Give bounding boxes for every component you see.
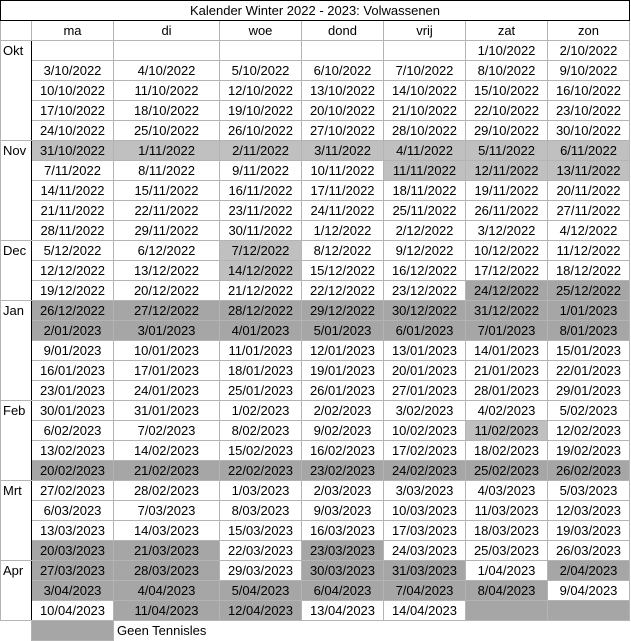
date-cell[interactable]: 18/10/2022	[114, 101, 220, 121]
date-cell[interactable]: 1/04/2023	[466, 561, 548, 581]
month-label-cell[interactable]	[1, 261, 32, 281]
date-cell[interactable]: 2/10/2022	[548, 41, 630, 61]
date-cell[interactable]: 13/12/2022	[114, 261, 220, 281]
date-cell[interactable]: 25/11/2022	[384, 201, 466, 221]
date-cell[interactable]: 13/11/2022	[548, 161, 630, 181]
month-label-cell[interactable]	[1, 61, 32, 81]
date-cell[interactable]: 20/11/2022	[548, 181, 630, 201]
date-cell[interactable]: 28/03/2023	[114, 561, 220, 581]
date-cell[interactable]: 24/10/2022	[32, 121, 114, 141]
date-cell[interactable]: 1/10/2022	[466, 41, 548, 61]
date-cell[interactable]: 4/02/2023	[466, 401, 548, 421]
date-cell[interactable]: 27/12/2022	[114, 301, 220, 321]
date-cell[interactable]: 30/10/2022	[548, 121, 630, 141]
date-cell[interactable]: 5/04/2023	[220, 581, 302, 601]
date-cell[interactable]: 8/03/2023	[220, 501, 302, 521]
date-cell[interactable]: 2/02/2023	[302, 401, 384, 421]
week-row	[1, 261, 630, 281]
date-cell[interactable]: 24/01/2023	[114, 381, 220, 401]
date-cell[interactable]: 7/01/2023	[466, 321, 548, 341]
week-row	[1, 341, 630, 361]
date-cell[interactable]: 20/02/2023	[32, 461, 114, 481]
week-row	[1, 61, 630, 81]
date-cell[interactable]: 3/02/2023	[384, 401, 466, 421]
date-cell[interactable]: 20/10/2022	[302, 101, 384, 121]
date-cell[interactable]: 19/12/2022	[32, 281, 114, 301]
week-row	[1, 601, 630, 621]
date-cell[interactable]: 28/12/2022	[220, 301, 302, 321]
date-cell[interactable]: 16/02/2023	[302, 441, 384, 461]
date-cell[interactable]: 19/02/2023	[548, 441, 630, 461]
date-cell[interactable]: 5/01/2023	[302, 321, 384, 341]
date-cell[interactable]: 13/02/2023	[32, 441, 114, 461]
date-cell[interactable]: 10/12/2022	[466, 241, 548, 261]
date-cell[interactable]: 31/10/2022	[32, 141, 114, 161]
date-cell[interactable]: 7/02/2023	[114, 421, 220, 441]
date-cell[interactable]: 27/10/2022	[302, 121, 384, 141]
date-cell[interactable]: 3/10/2022	[32, 61, 114, 81]
month-label-cell[interactable]: Feb	[1, 401, 32, 421]
week-row	[1, 421, 630, 441]
date-cell[interactable]: 17/03/2023	[384, 521, 466, 541]
weekday-header-ma[interactable]: ma	[32, 21, 114, 41]
date-cell[interactable]: 12/04/2023	[220, 601, 302, 621]
date-cell[interactable]: 6/02/2023	[32, 421, 114, 441]
date-cell[interactable]: 28/10/2022	[384, 121, 466, 141]
date-cell[interactable]: 22/10/2022	[466, 101, 548, 121]
weekday-header-vrij[interactable]: vrij	[384, 21, 466, 41]
sheet-title[interactable]: Kalender Winter 2022 - 2023: Volwassenen	[1, 1, 630, 21]
date-cell[interactable]: 1/01/2023	[548, 301, 630, 321]
date-cell[interactable]: 13/04/2023	[302, 601, 384, 621]
date-cell[interactable]: 22/11/2022	[114, 201, 220, 221]
date-cell[interactable]: 5/03/2023	[548, 481, 630, 501]
week-row	[1, 281, 630, 301]
date-cell[interactable]: 4/10/2022	[114, 61, 220, 81]
date-cell[interactable]: 3/12/2022	[466, 221, 548, 241]
date-cell[interactable]: 14/11/2022	[32, 181, 114, 201]
date-cell[interactable]: 17/12/2022	[466, 261, 548, 281]
date-cell[interactable]: 9/02/2023	[302, 421, 384, 441]
date-cell[interactable]: 9/12/2022	[384, 241, 466, 261]
date-cell[interactable]: 28/01/2023	[466, 381, 548, 401]
date-cell[interactable]: 22/12/2022	[302, 281, 384, 301]
week-row	[1, 121, 630, 141]
date-cell[interactable]: 1/03/2023	[220, 481, 302, 501]
date-cell[interactable]	[220, 41, 302, 61]
date-cell[interactable]: 10/10/2022	[32, 81, 114, 101]
weekday-header-zon[interactable]: zon	[548, 21, 630, 41]
weekday-header-woe[interactable]: woe	[220, 21, 302, 41]
date-cell[interactable]: 16/12/2022	[384, 261, 466, 281]
date-cell[interactable]: 12/01/2023	[302, 341, 384, 361]
date-cell[interactable]: 23/01/2023	[32, 381, 114, 401]
month-label-cell[interactable]: Nov	[1, 141, 32, 161]
week-row	[1, 581, 630, 601]
week-row	[1, 461, 630, 481]
week-row	[1, 321, 630, 341]
date-cell[interactable]: 14/04/2023	[384, 601, 466, 621]
date-cell[interactable]: 24/12/2022	[466, 281, 548, 301]
date-cell[interactable]: 27/11/2022	[548, 201, 630, 221]
date-cell[interactable]: 26/02/2023	[548, 461, 630, 481]
date-cell[interactable]: 8/12/2022	[302, 241, 384, 261]
date-cell[interactable]: 6/12/2022	[114, 241, 220, 261]
date-cell[interactable]: 23/12/2022	[384, 281, 466, 301]
date-cell[interactable]: 21/11/2022	[32, 201, 114, 221]
date-cell[interactable]: 24/11/2022	[302, 201, 384, 221]
week-row	[1, 81, 630, 101]
date-cell[interactable]: 7/04/2023	[384, 581, 466, 601]
date-cell[interactable]: 14/10/2022	[384, 81, 466, 101]
date-cell[interactable]: 4/04/2023	[114, 581, 220, 601]
date-cell[interactable]: 22/03/2023	[220, 541, 302, 561]
date-cell[interactable]: 15/11/2022	[114, 181, 220, 201]
date-cell[interactable]: 20/12/2022	[114, 281, 220, 301]
date-cell[interactable]: 18/11/2022	[384, 181, 466, 201]
date-cell[interactable]: 11/11/2022	[384, 161, 466, 181]
month-label-cell[interactable]	[1, 501, 32, 521]
date-cell[interactable]: 20/01/2023	[384, 361, 466, 381]
date-cell[interactable]: 7/10/2022	[384, 61, 466, 81]
month-label-cell[interactable]	[1, 181, 32, 201]
month-label-cell[interactable]: Jan	[1, 301, 32, 321]
date-cell[interactable]: 11/03/2023	[466, 501, 548, 521]
date-cell[interactable]: 23/10/2022	[548, 101, 630, 121]
date-cell[interactable]: 10/01/2023	[114, 341, 220, 361]
date-cell[interactable]: 16/11/2022	[220, 181, 302, 201]
date-cell[interactable]: 7/11/2022	[32, 161, 114, 181]
date-cell[interactable]: 13/03/2023	[32, 521, 114, 541]
week-row	[1, 361, 630, 381]
date-cell[interactable]: 30/12/2022	[384, 301, 466, 321]
date-cell[interactable]: 14/02/2023	[114, 441, 220, 461]
weekday-header-row	[1, 21, 630, 41]
date-cell[interactable]: 21/03/2023	[114, 541, 220, 561]
date-cell[interactable]: 29/10/2022	[466, 121, 548, 141]
date-cell[interactable]: 25/03/2023	[466, 541, 548, 561]
month-label-cell[interactable]: Okt	[1, 41, 32, 61]
date-cell[interactable]: 26/10/2022	[220, 121, 302, 141]
date-cell[interactable]: 12/03/2023	[548, 501, 630, 521]
month-label-cell[interactable]	[1, 341, 32, 361]
date-cell[interactable]: 5/11/2022	[466, 141, 548, 161]
date-cell[interactable]: 4/01/2023	[220, 321, 302, 341]
date-cell[interactable]: 24/03/2023	[384, 541, 466, 561]
date-cell[interactable]: 1/02/2023	[220, 401, 302, 421]
date-cell[interactable]: 4/03/2023	[466, 481, 548, 501]
date-cell[interactable]: 22/02/2023	[220, 461, 302, 481]
week-row	[1, 401, 630, 421]
date-cell[interactable]: 14/01/2023	[466, 341, 548, 361]
date-cell[interactable]: 24/02/2023	[384, 461, 466, 481]
date-cell[interactable]: 12/10/2022	[220, 81, 302, 101]
month-label-cell[interactable]: Dec	[1, 241, 32, 261]
date-cell[interactable]: 31/12/2022	[466, 301, 548, 321]
date-cell[interactable]: 15/01/2023	[548, 341, 630, 361]
week-row	[1, 501, 630, 521]
week-row	[1, 201, 630, 221]
week-row	[1, 181, 630, 201]
date-cell[interactable]	[466, 601, 548, 621]
date-cell[interactable]: 23/02/2023	[302, 461, 384, 481]
date-cell[interactable]: 10/04/2023	[32, 601, 114, 621]
month-label-cell[interactable]	[1, 121, 32, 141]
month-label-cell[interactable]	[1, 161, 32, 181]
month-label-cell[interactable]	[1, 581, 32, 601]
date-cell[interactable]: 7/12/2022	[220, 241, 302, 261]
title-row	[1, 1, 630, 21]
week-row	[1, 141, 630, 161]
date-cell[interactable]: 3/04/2023	[32, 581, 114, 601]
date-cell[interactable]: 18/03/2023	[466, 521, 548, 541]
date-cell[interactable]: 25/01/2023	[220, 381, 302, 401]
date-cell[interactable]: 12/12/2022	[32, 261, 114, 281]
month-label-cell[interactable]	[1, 521, 32, 541]
month-label-cell[interactable]: Apr	[1, 561, 32, 581]
date-cell[interactable]: 30/01/2023	[32, 401, 114, 421]
date-cell[interactable]: 3/11/2022	[302, 141, 384, 161]
date-cell[interactable]: 26/11/2022	[466, 201, 548, 221]
date-cell[interactable]: 16/03/2023	[302, 521, 384, 541]
date-cell[interactable]: 11/02/2023	[466, 421, 548, 441]
date-cell[interactable]: 14/12/2022	[220, 261, 302, 281]
week-row	[1, 441, 630, 461]
date-cell[interactable]: 11/04/2023	[114, 601, 220, 621]
date-cell[interactable]	[114, 41, 220, 61]
week-row	[1, 481, 630, 501]
date-cell[interactable]: 27/01/2023	[384, 381, 466, 401]
week-row	[1, 41, 630, 61]
date-cell[interactable]: 6/04/2023	[302, 581, 384, 601]
weekday-header-dond[interactable]: dond	[302, 21, 384, 41]
date-cell[interactable]: 29/11/2022	[114, 221, 220, 241]
date-cell[interactable]: 17/02/2023	[384, 441, 466, 461]
date-cell[interactable]: 10/03/2023	[384, 501, 466, 521]
date-cell[interactable]: 15/12/2022	[302, 261, 384, 281]
month-label-cell[interactable]	[1, 381, 32, 401]
date-cell[interactable]: 13/10/2022	[302, 81, 384, 101]
date-cell[interactable]: 16/10/2022	[548, 81, 630, 101]
date-cell[interactable]: 30/03/2023	[302, 561, 384, 581]
date-cell[interactable]: 3/01/2023	[114, 321, 220, 341]
month-label-cell[interactable]	[1, 321, 32, 341]
month-label-cell[interactable]	[1, 601, 32, 621]
date-cell[interactable]: 2/12/2022	[384, 221, 466, 241]
date-cell[interactable]: 1/11/2022	[114, 141, 220, 161]
date-cell[interactable]: 16/01/2023	[32, 361, 114, 381]
month-label-cell[interactable]	[1, 281, 32, 301]
week-row	[1, 301, 630, 321]
date-cell[interactable]: 14/03/2023	[114, 521, 220, 541]
week-row	[1, 521, 630, 541]
week-row	[1, 161, 630, 181]
date-cell[interactable]: 19/11/2022	[466, 181, 548, 201]
date-cell[interactable]: 18/12/2022	[548, 261, 630, 281]
month-header-cell[interactable]	[1, 21, 32, 41]
date-cell[interactable]: 15/02/2023	[220, 441, 302, 461]
week-row	[1, 541, 630, 561]
date-cell[interactable]: 22/01/2023	[548, 361, 630, 381]
date-cell[interactable]: 31/01/2023	[114, 401, 220, 421]
date-cell[interactable]: 12/02/2023	[548, 421, 630, 441]
date-cell[interactable]: 1/12/2022	[302, 221, 384, 241]
date-cell[interactable]: 25/10/2022	[114, 121, 220, 141]
date-cell[interactable]	[32, 41, 114, 61]
date-cell[interactable]: 15/10/2022	[466, 81, 548, 101]
legend-swatch[interactable]	[32, 621, 114, 641]
date-cell[interactable]: 6/03/2023	[32, 501, 114, 521]
date-cell[interactable]: 20/03/2023	[32, 541, 114, 561]
date-cell[interactable]: 25/12/2022	[548, 281, 630, 301]
date-cell[interactable]: 9/10/2022	[548, 61, 630, 81]
date-cell[interactable]	[302, 41, 384, 61]
date-cell[interactable]: 17/01/2023	[114, 361, 220, 381]
legend-label[interactable]: Geen Tennisles	[117, 623, 207, 639]
date-cell[interactable]: 19/03/2023	[548, 521, 630, 541]
date-cell[interactable]: 7/03/2023	[114, 501, 220, 521]
date-cell[interactable]: 6/11/2022	[548, 141, 630, 161]
date-cell[interactable]: 23/11/2022	[220, 201, 302, 221]
month-label-cell[interactable]	[1, 201, 32, 221]
date-cell[interactable]: 5/02/2023	[548, 401, 630, 421]
date-cell[interactable]: 29/01/2023	[548, 381, 630, 401]
date-cell[interactable]: 25/02/2023	[466, 461, 548, 481]
month-label-cell[interactable]	[1, 421, 32, 441]
date-cell[interactable]: 19/10/2022	[220, 101, 302, 121]
date-cell[interactable]: 10/02/2023	[384, 421, 466, 441]
week-row	[1, 101, 630, 121]
week-row	[1, 561, 630, 581]
date-cell[interactable]: 11/12/2022	[548, 241, 630, 261]
date-cell[interactable]: 5/12/2022	[32, 241, 114, 261]
date-cell[interactable]: 5/10/2022	[220, 61, 302, 81]
date-cell[interactable]: 18/01/2023	[220, 361, 302, 381]
date-cell[interactable]: 2/04/2023	[548, 561, 630, 581]
date-cell[interactable]: 13/01/2023	[384, 341, 466, 361]
date-cell[interactable]: 8/10/2022	[466, 61, 548, 81]
date-cell[interactable]: 2/01/2023	[32, 321, 114, 341]
date-cell[interactable]: 11/10/2022	[114, 81, 220, 101]
month-label-cell[interactable]	[1, 221, 32, 241]
date-cell[interactable]: 9/11/2022	[220, 161, 302, 181]
date-cell[interactable]	[384, 41, 466, 61]
date-cell[interactable]: 10/11/2022	[302, 161, 384, 181]
date-cell[interactable]: 12/11/2022	[466, 161, 548, 181]
month-label-cell[interactable]	[1, 541, 32, 561]
date-cell[interactable]: 21/10/2022	[384, 101, 466, 121]
date-cell[interactable]: 3/03/2023	[384, 481, 466, 501]
date-cell[interactable]: 9/03/2023	[302, 501, 384, 521]
date-cell[interactable]: 29/12/2022	[302, 301, 384, 321]
date-cell[interactable]: 2/03/2023	[302, 481, 384, 501]
weekday-header-di[interactable]: di	[114, 21, 220, 41]
legend-row	[1, 621, 630, 641]
date-cell[interactable]	[548, 601, 630, 621]
date-cell[interactable]: 28/02/2023	[114, 481, 220, 501]
date-cell[interactable]: 8/04/2023	[466, 581, 548, 601]
month-label-cell[interactable]	[1, 101, 32, 121]
month-label-cell[interactable]	[1, 441, 32, 461]
date-cell[interactable]: 17/10/2022	[32, 101, 114, 121]
date-cell[interactable]: 19/01/2023	[302, 361, 384, 381]
date-cell[interactable]: 29/03/2023	[220, 561, 302, 581]
date-cell[interactable]: 27/03/2023	[32, 561, 114, 581]
date-cell[interactable]: 28/11/2022	[32, 221, 114, 241]
date-cell[interactable]: 18/02/2023	[466, 441, 548, 461]
date-cell[interactable]: 21/02/2023	[114, 461, 220, 481]
date-cell[interactable]: 9/01/2023	[32, 341, 114, 361]
week-row	[1, 221, 630, 241]
date-cell[interactable]: 8/01/2023	[548, 321, 630, 341]
month-label-cell[interactable]	[1, 81, 32, 101]
date-cell[interactable]: 6/10/2022	[302, 61, 384, 81]
date-cell[interactable]: 15/03/2023	[220, 521, 302, 541]
date-cell[interactable]: 11/01/2023	[220, 341, 302, 361]
date-cell[interactable]: 17/11/2022	[302, 181, 384, 201]
date-cell[interactable]: 8/11/2022	[114, 161, 220, 181]
week-row	[1, 241, 630, 261]
date-cell[interactable]: 23/03/2023	[302, 541, 384, 561]
month-label-cell[interactable]	[1, 361, 32, 381]
weekday-header-zat[interactable]: zat	[466, 21, 548, 41]
date-cell[interactable]: 4/11/2022	[384, 141, 466, 161]
empty-cell[interactable]	[1, 621, 32, 641]
month-label-cell[interactable]: Mrt	[1, 481, 32, 501]
date-cell[interactable]: 21/01/2023	[466, 361, 548, 381]
date-cell[interactable]: 8/02/2023	[220, 421, 302, 441]
date-cell[interactable]: 6/01/2023	[384, 321, 466, 341]
date-cell[interactable]: 4/12/2022	[548, 221, 630, 241]
date-cell[interactable]: 21/12/2022	[220, 281, 302, 301]
date-cell[interactable]: 2/11/2022	[220, 141, 302, 161]
date-cell[interactable]: 26/01/2023	[302, 381, 384, 401]
date-cell[interactable]: 27/02/2023	[32, 481, 114, 501]
date-cell[interactable]: 26/12/2022	[32, 301, 114, 321]
date-cell[interactable]: 30/11/2022	[220, 221, 302, 241]
month-label-cell[interactable]	[1, 461, 32, 481]
date-cell[interactable]: 26/03/2023	[548, 541, 630, 561]
date-cell[interactable]: 9/04/2023	[548, 581, 630, 601]
week-row	[1, 381, 630, 401]
date-cell[interactable]: 31/03/2023	[384, 561, 466, 581]
